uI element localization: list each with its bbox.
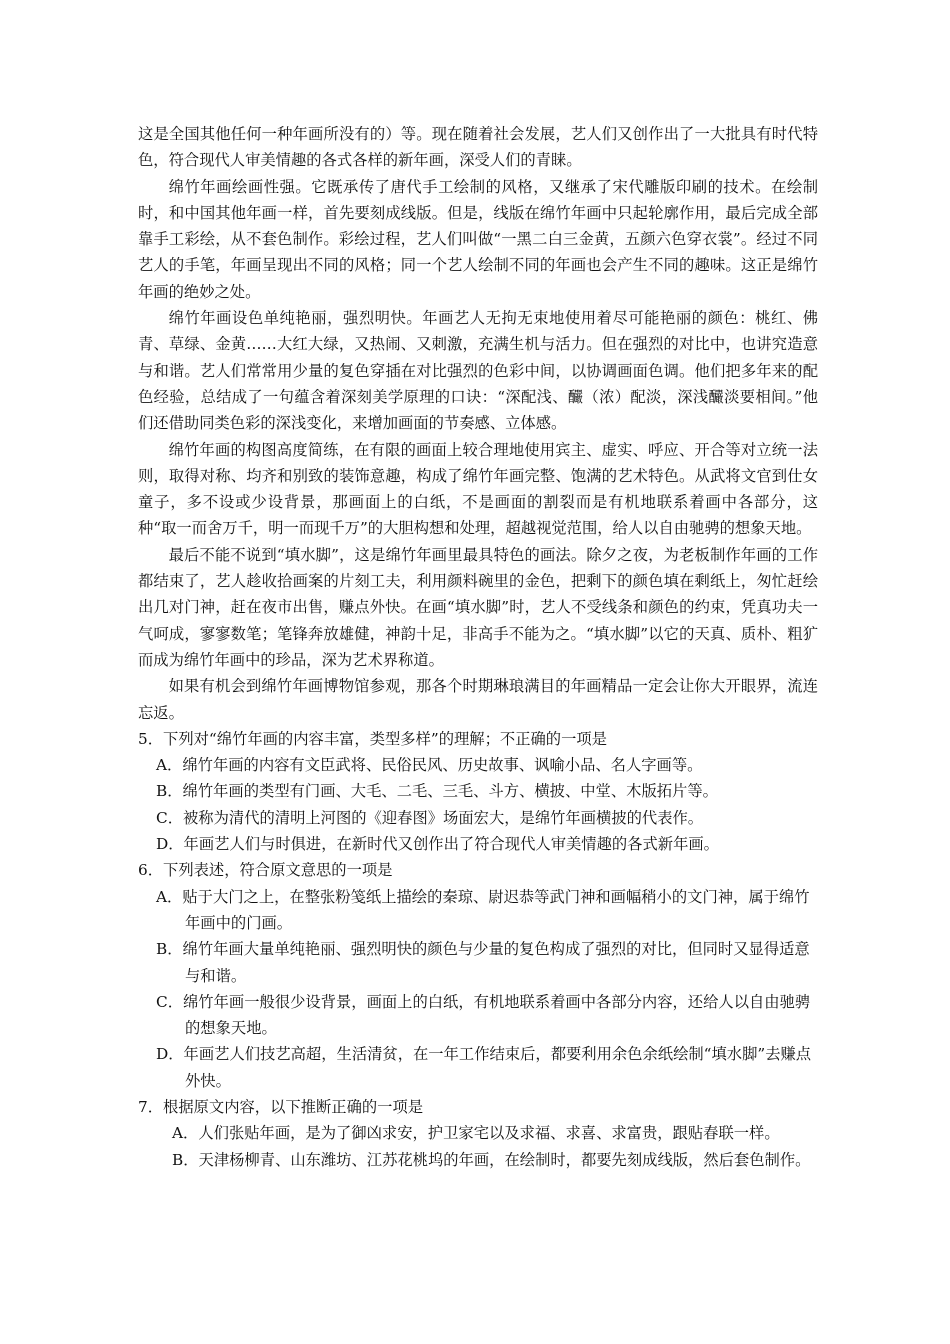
question-5-option-d: D．年画艺人们与时俱进，在新时代又创作出了符合现代人审美情趣的各式新年画。 xyxy=(156,835,719,854)
question-7 xyxy=(138,1094,818,1173)
passage-paragraph-4: 最后不能不说到“填水脚”，这是绵竹年画里最具特色的画法。除夕之夜，为老板制作年画的工作都结束了，艺人趁收拾画案的片刻工夫，利用颜料碗里的金色，把剩下的颜色填在剩纸上，匆忙赶绘出几对门神，赶在夜市出售，赚点外快。在画“填水脚”时，艺人不受线条和颜色的约束，凭真功夫一气呵成，寥寥数笔；笔锋奔放雄健，神韵十足，非高手不能为之。“填水脚”以它的天真、质朴、粗犷而成为绵竹年画中的珍品，深为艺术界称道。 xyxy=(138,545,818,669)
passage-paragraph-2: 绵竹年画设色单纯艳丽，强烈明快。年画艺人无拘无束地使用着尽可能艳丽的颜色：桃红、佛青、草绿、金黄……大红大绿，又热闹、又刺激，充满生机与活力。但在强烈的对比中，也讲究造意与和谐。艺人们常常用少量的复色穿插在对比强烈的色彩中间，以协调画面色调。他们把多年来的配色经验，总结成了一句蕴含着深刻美学原理的口诀：“深配浅、釅（浓）配淡，深浅釅淡要相间。”他们还借助同类色彩的深浅变化，来增加画面的节奏感、立体感。 xyxy=(138,309,818,433)
question-6-option-c: C．绵竹年画一般很少设背景，画面上的白纸，有机地联系着画中各部分内容，还给人以自由驰骋的想象天地。 xyxy=(156,992,811,1038)
question-5 xyxy=(138,726,818,857)
passage-paragraph-0: 这是全国其他任何一种年画所没有的）等。现在随着社会发展，艺人们又创作出了一大批具有时代特色，符合现代人审美情趣的各式各样的新年画，深受人们的青睐。 xyxy=(138,125,818,170)
question-5-option-a: A．绵竹年画的内容有文臣武将、民俗民风、历史故事、讽喻小品、名人字画等。 xyxy=(156,756,703,775)
question-5-stem: 5．下列对“绵竹年画的内容丰富，类型多样”的理解；不正确的一项是 xyxy=(138,729,607,748)
question-7-option-a: A．人们张贴年画，是为了御凶求安，护卫家宅以及求福、求喜、求富贵，跟贴春联一样。 xyxy=(172,1124,780,1143)
question-6-option-a: A．贴于大门之上，在整张粉笺纸上描绘的秦琼、尉迟恭等武门神和画幅稍小的文门神，属于绵竹年画中的门画。 xyxy=(156,887,810,932)
question-6-option-d: D．年画艺人们技艺高超，生活清贫，在一年工作结束后，都要利用余色余纸绘制“填水脚”去赚点外快。 xyxy=(156,1045,812,1090)
question-6-option-b: B．绵竹年画大量单纯艳丽、强烈明快的颜色与少量的复色构成了强烈的对比，但同时又显得适意与和谐。 xyxy=(156,940,810,985)
passage-paragraph-5: 如果有机会到绵竹年画博物馆参观，那各个时期琳琅满目的年画精品一定会让你大开眼界，流连忘返。 xyxy=(138,677,818,722)
question-6-stem: 6．下列表述，符合原文意思的一项是 xyxy=(138,861,393,880)
passage-paragraph-1: 绵竹年画绘画性强。它既承传了唐代手工绘制的风格，又继承了宋代雕版印刷的技术。在绘制时，和中国其他年画一样，首先要刻成线版。但是，线版在绵竹年画中只起轮廓作用，最后完成全部靠手工彩绘，从不套色制作。彩绘过程，艺人们叫做“一黑二白三金黄，五颜六色穿衣裳”。经过不同艺人的手笔，年画呈现出不同的风格；同一个艺人绘制不同的年画也会产生不同的趣味。这正是绵竹年画的绝妙之处。 xyxy=(138,177,818,301)
question-5-option-c: C．被称为清代的清明上河图的《迎春图》场面宏大，是绵竹年画横披的代表作。 xyxy=(156,808,704,827)
question-7-stem: 7．根据原文内容，以下推断正确的一项是 xyxy=(138,1097,424,1116)
passage-paragraph-3: 绵竹年画的构图高度简练，在有限的画面上较合理地使用宾主、虚实、呼应、开合等对立统一法则，取得对称、均齐和别致的装饰意趣，构成了绵竹年画完整、饱满的艺术特色。从武将文官到仕女童子，多不设或少设背景，那画面上的白纸，不是画面的割裂而是有机地联系着画中各部分，这种“取一而舍万千，明一而现千万”的大胆构想和处理，超越视觉范围，给人以自由驰骋的想象天地。 xyxy=(138,440,818,538)
question-5-option-b: B．绵竹年画的类型有门画、大毛、二毛、三毛、斗方、横披、中堂、木版拓片等。 xyxy=(156,782,718,801)
document-body xyxy=(138,121,818,1173)
question-7-option-b: B．天津杨柳青、山东潍坊、江苏花桃坞的年画，在绘制时，都要先刻成线版，然后套色制作。 xyxy=(172,1150,811,1169)
question-6 xyxy=(138,857,818,1094)
